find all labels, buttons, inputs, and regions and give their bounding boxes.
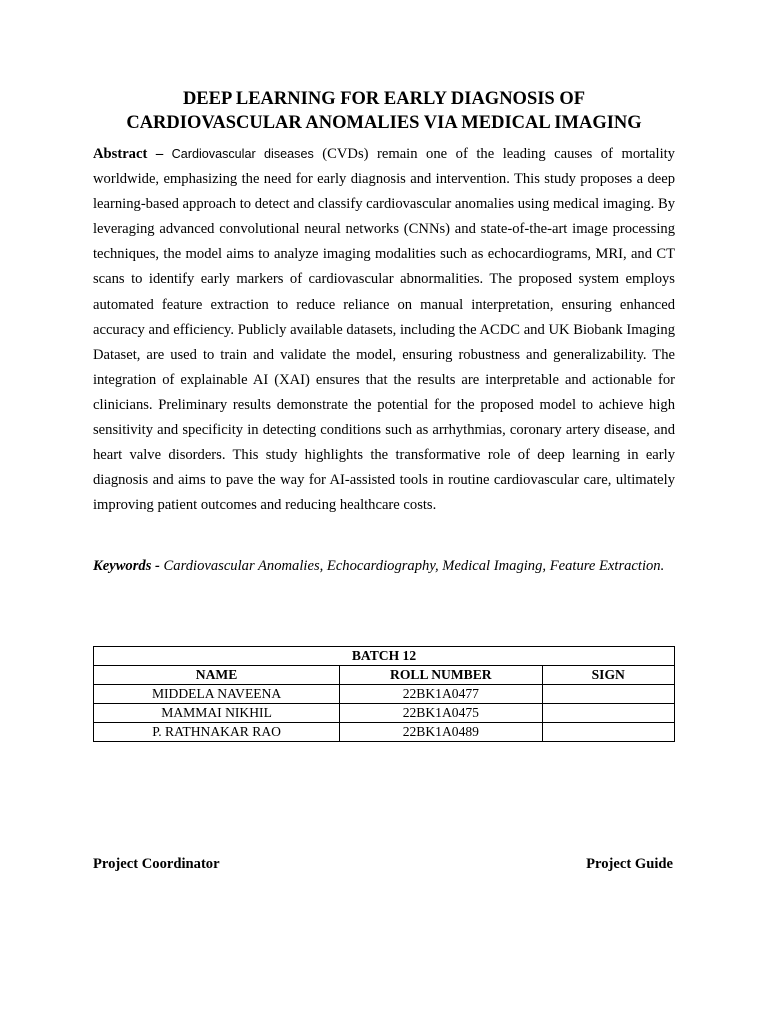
abstract-label: Abstract –: [93, 146, 164, 162]
roll-number: 22BK1A0475: [340, 704, 542, 723]
sign-cell: [542, 723, 675, 742]
title-line-1: DEEP LEARNING FOR EARLY DIAGNOSIS OF: [182, 89, 586, 109]
abstract-first-words: Cardiovascular diseases: [171, 147, 314, 161]
keywords-text: Cardiovascular Anomalies, Echocardiography, Medical Imaging, Feature Extraction.: [163, 558, 665, 574]
table-header-row: [94, 666, 675, 685]
project-coordinator-label: Project Coordinator: [93, 856, 220, 872]
project-guide-label: Project Guide: [586, 856, 673, 872]
header-name: NAME: [94, 666, 340, 685]
table-row: [94, 723, 675, 742]
student-name: MIDDELA NAVEENA: [94, 685, 340, 704]
keywords-paragraph: [93, 554, 675, 579]
abstract-paragraph: [93, 142, 675, 518]
batch-caption-row: [94, 647, 675, 666]
page-title: [60, 88, 708, 135]
student-name: MAMMAI NIKHIL: [94, 704, 340, 723]
batch-caption: BATCH 12: [94, 647, 675, 666]
batch-table: [93, 646, 675, 742]
table-row: [94, 685, 675, 704]
roll-number: 22BK1A0477: [340, 685, 542, 704]
title-line-2: CARDIOVASCULAR ANOMALIES VIA MEDICAL IMAGING: [126, 112, 642, 133]
keywords-label: Keywords -: [93, 558, 160, 574]
student-name: P. RATHNAKAR RAO: [94, 723, 340, 742]
abstract-text: (CVDs) remain one of the leading causes of mortality worldwide, emphasizing the need for early diagnosis and intervention. This study proposes a deep learning-based approach to detect and classify cardiovascular anomalies using medical imaging. By leveraging advanced convolutional neural networks (CNNs) and state-of-the-art image processing techniques, the model aims to analyze imaging modalities such as echocardiograms, MRI, and CT scans to identify early markers of cardiovascular abnormalities. The proposed system employs automated feature extraction to reduce reliance on manual interpretation, ensuring enhanced accuracy and efficiency. Publicly available datasets, including the ACDC and UK Biobank Imaging Dataset, are used to train and validate the model, ensuring robustness and generalizability. The integration of explainable AI (XAI) ensures that the results are interpretable and actionable for clinicians. Preliminary results demonstrate the potential for the proposed model to achieve high sensitivity and specificity in detecting conditions such as arrhythmias, coronary artery disease, and heart valve disorders. This study highlights the transformative role of deep learning in early diagnosis and aims to pave the way for AI-assisted tools in routine cardiovascular care, ultimately improving patient outcomes and reducing healthcare costs.: [93, 146, 675, 514]
roll-number: 22BK1A0489: [340, 723, 542, 742]
sign-cell: [542, 685, 675, 704]
table-row: [94, 704, 675, 723]
header-sign: SIGN: [542, 666, 675, 685]
sign-cell: [542, 704, 675, 723]
header-roll-number: ROLL NUMBER: [340, 666, 542, 685]
